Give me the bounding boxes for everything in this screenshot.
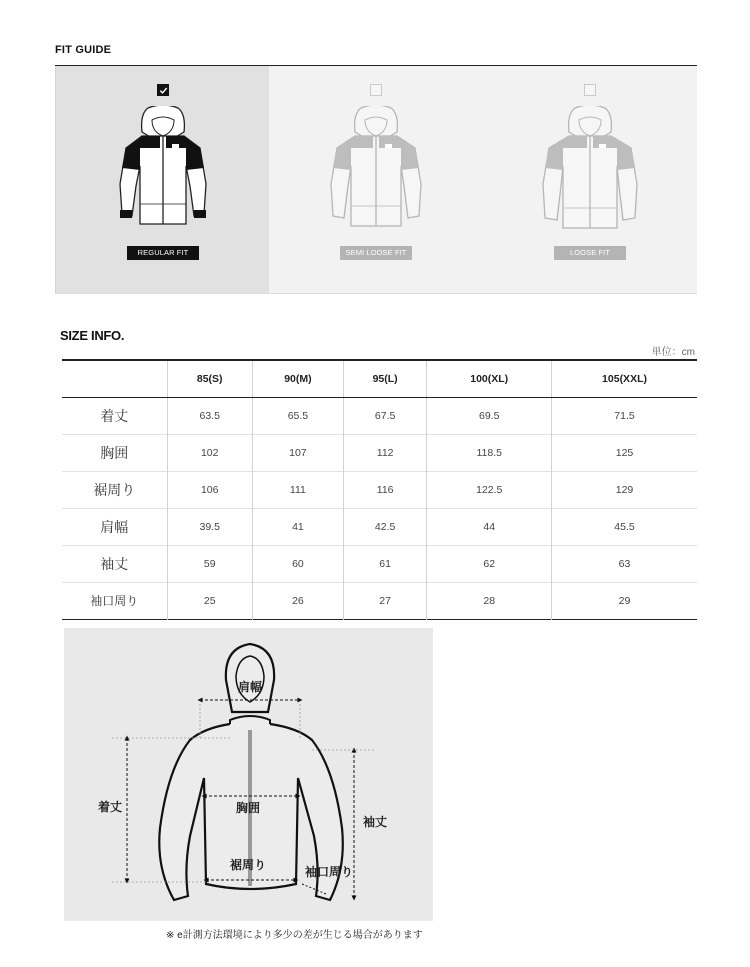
row-label: 肩幅 — [62, 508, 167, 545]
fit-guide-title: FIT GUIDE — [55, 44, 112, 56]
table-cell: 59 — [167, 545, 252, 582]
table-cell: 102 — [167, 434, 252, 471]
row-label: 袖丈 — [62, 545, 167, 582]
table-cell: 45.5 — [552, 508, 697, 545]
table-cell: 41 — [252, 508, 343, 545]
measurement-diagram — [64, 628, 433, 921]
table-cell: 111 — [252, 471, 343, 508]
label-cuff: 袖口周り — [304, 865, 354, 879]
table-cell: 71.5 — [552, 397, 697, 434]
table-cell: 44 — [427, 508, 552, 545]
table-cell: 122.5 — [427, 471, 552, 508]
label-chest: 胸囲 — [235, 801, 261, 815]
checkbox-checked-icon[interactable] — [157, 84, 169, 96]
table-cell: 63 — [552, 545, 697, 582]
table-cell: 39.5 — [167, 508, 252, 545]
table-cell: 106 — [167, 471, 252, 508]
label-shoulder: 肩幅 — [237, 680, 263, 694]
table-cell: 116 — [343, 471, 427, 508]
fit-label-regular: REGULAR FIT — [127, 246, 199, 260]
row-label: 着丈 — [100, 407, 129, 424]
table-cell: 29 — [552, 582, 697, 619]
checkbox-unchecked-icon[interactable] — [370, 84, 382, 96]
table-cell: 112 — [343, 434, 427, 471]
table-cell: 25 — [167, 582, 252, 619]
checkbox-unchecked-icon[interactable] — [584, 84, 596, 96]
measurement-note: ※ e計測方法環境により多少の差が生じる場合があります — [166, 930, 423, 941]
table-cell: 62 — [427, 545, 552, 582]
label-length: 着丈 — [97, 800, 123, 814]
table-cell: 65.5 — [252, 397, 343, 434]
table-cell: 129 — [552, 471, 697, 508]
fit-label-semi-loose: SEMI LOOSE FIT — [340, 246, 412, 260]
table-cell: 28 — [427, 582, 552, 619]
row-label: 裾周り — [62, 471, 167, 508]
regular-fit-jacket-icon — [108, 106, 218, 236]
loose-fit-jacket-icon — [535, 106, 645, 236]
table-cell: 60 — [252, 545, 343, 582]
table-row — [62, 582, 697, 619]
table-cell: 42.5 — [343, 508, 427, 545]
table-cell: 27 — [343, 582, 427, 619]
table-cell: 61 — [343, 545, 427, 582]
fit-option-regular[interactable] — [55, 66, 269, 293]
header-cell-size: 100(XL) — [427, 360, 552, 397]
label-hem: 裾周り — [229, 858, 267, 872]
table-row — [62, 434, 697, 471]
label-sleeve: 袖丈 — [362, 815, 388, 829]
semi-loose-fit-jacket-icon — [321, 106, 431, 236]
table-cell: 26 — [252, 582, 343, 619]
table-row — [62, 545, 697, 582]
table-cell: 63.5 — [167, 397, 252, 434]
row-label: 胸囲 — [62, 434, 167, 471]
fit-option-semi-loose[interactable] — [269, 66, 483, 293]
fit-label-loose: LOOSE FIT — [554, 246, 626, 260]
size-table — [62, 359, 697, 620]
row-label: 袖口周り — [62, 582, 167, 619]
table-cell: 67.5 — [343, 397, 427, 434]
table-row — [62, 397, 697, 434]
size-info-title: SIZE INFO. — [60, 328, 125, 343]
table-row — [62, 508, 697, 545]
table-cell: 69.5 — [427, 397, 552, 434]
header-cell-size: 85(S) — [167, 360, 252, 397]
header-cell-size: 90(M) — [252, 360, 343, 397]
unit-note: 単位：cm — [651, 347, 695, 358]
fit-guide-panels — [55, 66, 697, 294]
header-cell-size: 105(XXL) — [552, 360, 697, 397]
header-cell-empty — [62, 360, 167, 397]
measurement-jacket-diagram — [64, 628, 433, 921]
size-table-header — [62, 360, 697, 397]
fit-option-loose[interactable] — [483, 66, 697, 293]
header-cell-size: 95(L) — [343, 360, 427, 397]
table-cell: 118.5 — [427, 434, 552, 471]
table-row — [62, 471, 697, 508]
table-cell: 107 — [252, 434, 343, 471]
table-cell: 125 — [552, 434, 697, 471]
